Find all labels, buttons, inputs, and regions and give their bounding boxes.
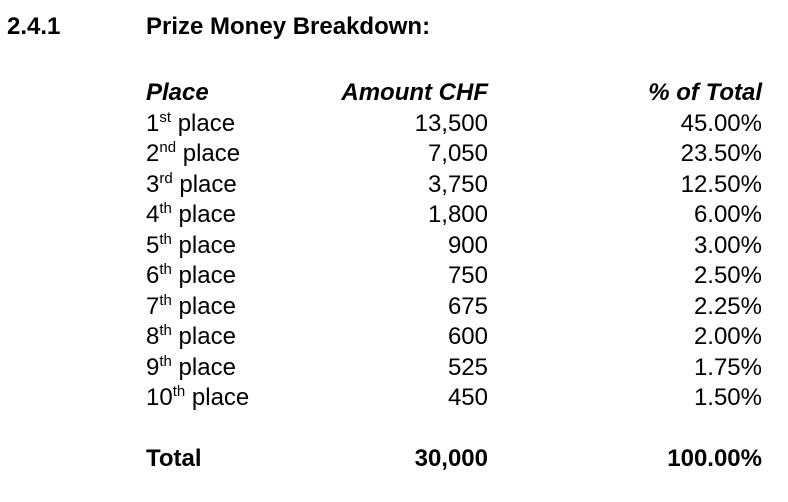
ordinal-suffix: th: [159, 200, 172, 217]
total-label: Total: [146, 444, 202, 472]
ordinal-suffix: th: [172, 383, 186, 400]
amount-cell: 600: [447, 323, 488, 350]
place-label: place: [178, 323, 236, 350]
amount-cell: 750: [447, 262, 488, 289]
place-number: 6: [146, 262, 160, 289]
table-row: [146, 383, 766, 414]
place-label: place: [178, 262, 236, 289]
place-cell: [146, 170, 237, 201]
place-number: 8: [146, 323, 160, 350]
amount-cell: 450: [447, 384, 488, 411]
table-total-row: [146, 444, 766, 475]
percent-cell: 2.00%: [693, 323, 762, 350]
amount-cell: 7,050: [427, 140, 488, 167]
place-label: place: [178, 292, 236, 320]
table-row: [146, 170, 766, 201]
place-cell: [146, 292, 236, 323]
percent-cell: 1.75%: [693, 353, 762, 381]
ordinal-suffix: rd: [159, 169, 173, 187]
ordinal-suffix: th: [159, 352, 172, 370]
place-label: place: [179, 170, 237, 198]
place-cell: [146, 200, 236, 231]
prize-money-table: [146, 78, 766, 474]
place-label: place: [191, 384, 250, 411]
percent-cell: 45.00%: [680, 109, 762, 137]
place-number: 1: [146, 109, 160, 137]
amount-cell: 1,800: [427, 201, 488, 228]
place-label: place: [177, 109, 236, 137]
total-percent: 100.00%: [667, 444, 762, 472]
header-place: Place: [146, 79, 209, 106]
ordinal-suffix: th: [159, 230, 172, 248]
section-title: Prize Money Breakdown:: [146, 13, 431, 40]
ordinal-suffix: th: [159, 261, 172, 278]
place-number: 10: [146, 384, 173, 411]
percent-cell: 12.50%: [680, 170, 762, 198]
place-cell: [146, 139, 240, 170]
amount-cell: 525: [447, 353, 488, 381]
amount-cell: 900: [447, 231, 488, 259]
place-cell: [146, 231, 236, 262]
table-row: [146, 109, 766, 140]
ordinal-suffix: th: [159, 291, 172, 309]
table-row: [146, 353, 766, 384]
place-cell: [146, 261, 236, 292]
place-cell: [146, 109, 235, 140]
ordinal-suffix: st: [159, 108, 172, 126]
percent-cell: 2.50%: [693, 262, 762, 289]
place-number: 9: [146, 353, 160, 381]
amount-cell: 13,500: [414, 109, 488, 137]
header-amount: Amount CHF: [341, 79, 488, 106]
place-label: place: [178, 231, 236, 259]
place-label: place: [182, 140, 241, 167]
place-label: place: [178, 353, 236, 381]
place-number: 5: [146, 231, 160, 259]
table-row: [146, 261, 766, 292]
table-row: [146, 139, 766, 170]
percent-cell: 23.50%: [680, 140, 762, 167]
place-number: 3: [146, 170, 160, 198]
percent-cell: 6.00%: [693, 201, 762, 228]
place-cell: [146, 383, 249, 414]
table-row: [146, 231, 766, 262]
table-header-row: [146, 78, 766, 109]
amount-cell: 675: [447, 292, 488, 320]
ordinal-suffix: th: [159, 322, 172, 339]
percent-cell: 1.50%: [693, 384, 762, 411]
percent-cell: 2.25%: [693, 292, 762, 320]
table-row: [146, 322, 766, 353]
total-amount: 30,000: [414, 444, 488, 472]
amount-cell: 3,750: [427, 170, 488, 198]
place-number: 7: [146, 292, 160, 320]
place-label: place: [178, 201, 236, 228]
section-number: 2.4.1: [7, 13, 61, 40]
table-row: [146, 200, 766, 231]
percent-cell: 3.00%: [693, 231, 762, 259]
place-cell: [146, 353, 236, 384]
table-row: [146, 292, 766, 323]
ordinal-suffix: nd: [159, 139, 177, 156]
place-number: 2: [146, 140, 160, 167]
place-number: 4: [146, 201, 160, 228]
header-percent: % of Total: [648, 79, 762, 106]
place-cell: [146, 322, 236, 353]
